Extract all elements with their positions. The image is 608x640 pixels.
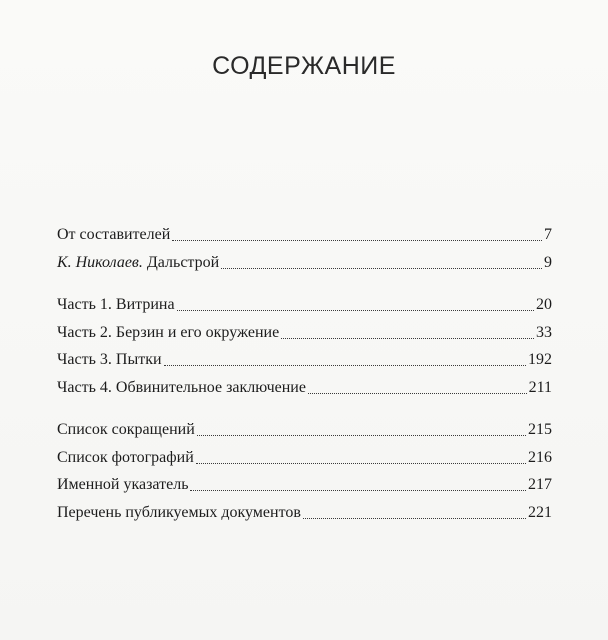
- toc-entry: [57, 501, 552, 523]
- page-title: СОДЕРЖАНИЕ: [212, 52, 396, 80]
- toc-entry: [57, 321, 552, 343]
- toc-entry-page: 20: [536, 296, 552, 313]
- toc-entry: [57, 348, 552, 370]
- dot-leader: [281, 337, 534, 339]
- toc-entry-label: Часть 3. Пытки: [57, 351, 162, 368]
- toc-entry-label: Часть 1. Витрина: [57, 296, 175, 313]
- dot-leader: [164, 364, 526, 366]
- toc-entry-label: Список сокращений: [57, 421, 195, 438]
- toc-entry-page: 7: [544, 226, 552, 243]
- toc-entry-page: 33: [536, 324, 552, 341]
- dot-leader: [221, 267, 542, 269]
- toc-entry-page: 215: [528, 421, 552, 438]
- toc-entry-page: 211: [528, 379, 552, 396]
- dot-leader: [308, 392, 527, 394]
- dot-leader: [172, 239, 542, 241]
- toc-entry: [57, 293, 552, 315]
- toc-entry: [57, 473, 552, 495]
- toc-entry-label: От составителей: [57, 226, 171, 243]
- toc-entry: [57, 376, 552, 398]
- toc-entry: [57, 446, 552, 468]
- toc-entry-label: Часть 4. Обвинительное заключение: [57, 379, 306, 396]
- dot-leader: [197, 434, 526, 436]
- toc-entry-page: 192: [528, 351, 552, 368]
- toc-entry-label: Часть 2. Берзин и его окружение: [57, 324, 280, 341]
- toc-entry-page: 216: [528, 449, 552, 466]
- toc-entry: [57, 223, 552, 245]
- toc-entry-page: 217: [528, 476, 552, 493]
- toc-entry: [57, 251, 552, 273]
- toc-entry-label: [57, 253, 219, 273]
- toc-entry-author: К. Николаев.: [57, 254, 143, 271]
- toc-entry-title: Дальстрой: [146, 254, 220, 271]
- toc-entry-label: Список фотографий: [57, 449, 194, 466]
- toc-entry-page: 221: [528, 504, 552, 521]
- dot-leader: [177, 309, 534, 311]
- dot-leader: [190, 489, 526, 491]
- toc-entry-page: 9: [544, 254, 552, 271]
- dot-leader: [303, 517, 526, 519]
- toc-entry-label: Перечень публикуемых документов: [57, 504, 301, 521]
- dot-leader: [196, 462, 526, 464]
- toc-entry-label: Именной указатель: [57, 476, 189, 493]
- toc-entry: [57, 418, 552, 440]
